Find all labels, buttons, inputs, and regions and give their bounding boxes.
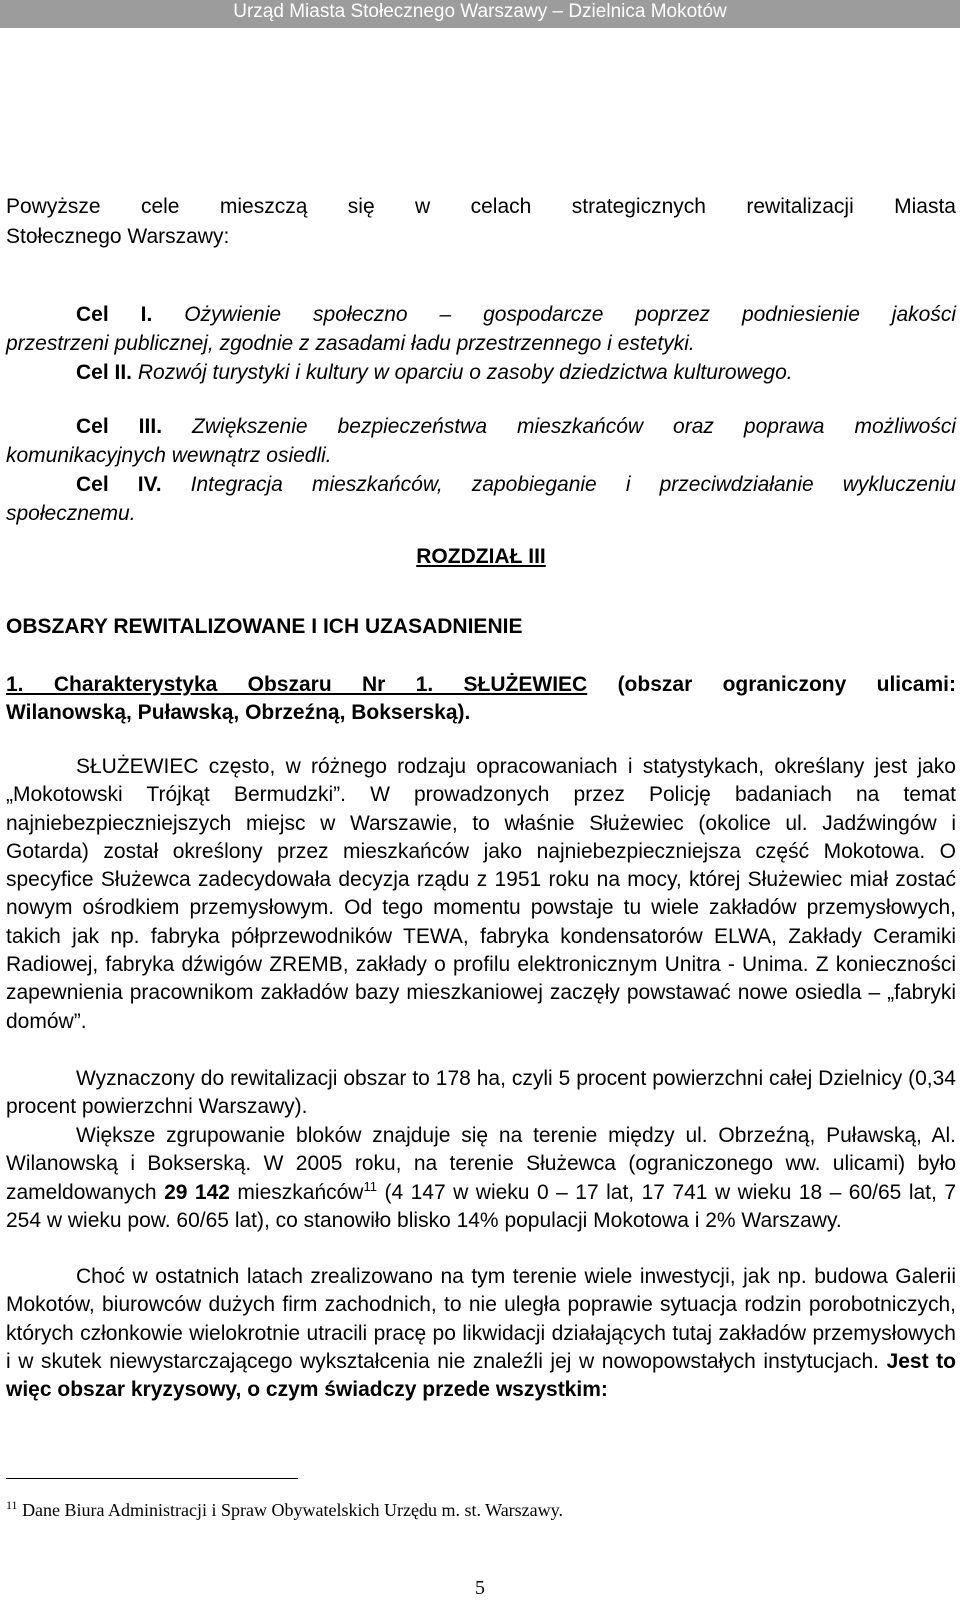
footnote-divider: [6, 1478, 298, 1479]
footnote-marker: 11: [6, 1498, 18, 1512]
goal-3-text: Zwiększenie bezpieczeństwa mieszkańców oraz poprawa możliwości: [162, 415, 956, 438]
goal-2-label: Cel II.: [76, 361, 133, 384]
section-heading-line-1: [6, 670, 956, 699]
goal-3-label: Cel III.: [76, 415, 163, 438]
goal-1-line-1: [76, 300, 956, 329]
paragraph-2: Wyznaczony do rewitalizacji obszar to 178 ha, czyli 5 procent powierzchni całej Dzielnicy (0,34 procent powierzchni Warszawy).: [6, 1067, 956, 1119]
goal-2: [76, 358, 956, 387]
header-title: Urząd Miasta Stołecznego Warszawy – Dzielnica Mokotów: [233, 1, 727, 22]
goal-4-line-1: [76, 470, 956, 499]
section-heading-underlined: 1. Charakterystyka Obszaru Nr 1. SŁUŻEWIEC: [6, 673, 588, 696]
paragraph-3: Większe zgrupowanie bloków znajduje się na terenie między ul. Obrzeźną, Puławską, Al. Wilanowską i Bokserską. W 2005 roku, na terenie Służewca (ograniczonego ww. ulicami) było zameldowanych 29 142 mieszkańców$^{11}$ (4 147 w wieku 0 – 17 lat, 17 741 w wieku 18 – 60/65 lat, 7 254 w wieku pow. 60/65 lat), co stanowiło blisko 14% populacji Mokotowa i 2% Warszawy.: [6, 1124, 956, 1232]
chapter-number: ROZDZIAŁ III: [416, 545, 546, 568]
footnote-ref: 11: [363, 1178, 377, 1194]
page-number: 5: [475, 1577, 485, 1599]
goal-4-line-2: społecznemu.: [6, 502, 136, 525]
paragraph-4: Choć w ostatnich latach zrealizowano na tym terenie wiele inwestycji, jak np. budowa Galerii Mokotów, biurowców dużych firm zachodnich, to nie uległa poprawie sytuacja rodzin porobotniczych, których członkowie wielokrotnie utracili pracę po likwidacji działających tutaj zakładów przemysłowych i w skutek niewystarczającego wykształcenia nie znaleźli jej w nowopowstałych instytucjach. Jest to więc obszar kryzysowy, o czym świadczy przede wszystkim:: [6, 1265, 956, 1402]
footnote-text: Dane Biura Administracji i Spraw Obywatelskich Urzędu m. st. Warszawy.: [17, 1500, 563, 1520]
intro-line-2: Stołecznego Warszawy:: [6, 225, 230, 248]
page-header: [0, 0, 960, 28]
section-heading-rest: (obszar ograniczony ulicami:: [587, 673, 956, 696]
goal-1-text: Ożywienie społeczno – gospodarcze poprzez podniesienie jakości: [152, 303, 956, 326]
paragraph-1: SŁUŻEWIEC często, w różnego rodzaju opracowaniach i statystykach, określany jest jako „Mokotowski Trójkąt Bermudzki”. W prowadzonych przez Policję badaniach na temat najniebezpieczniejszych miejsc w Warszawie, to właśnie Służewiec (okolice ul. Jadźwingów i Gotarda) został określony przez mieszkańców jako najniebezpieczniejsza część Mokotowa. O specyfice Służewca zadecydowała decyzja rządu z 1951 roku na mocy, której Służewiec miał zostać nowym ośrodkiem przemysłowym. Od tego momentu powstaje tu wiele zakładów przemysłowych, takich jak np. fabryka półprzewodników TEWA, fabryka kondensatorów ELWA, Zakłady Ceramiki Radiowej, fabryka dźwigów ZREMB, zakłady o profilu elektronicznym Unitra - Unima. Z konieczności zapewnienia pracownikom zakładów bazy mieszkaniowej zaczęły powstawać nowe osiedla – „fabryki domów”.: [6, 755, 956, 1033]
goal-1-label: Cel I.: [76, 303, 153, 326]
goal-3-line-2: komunikacyjnych wewnątrz osiedli.: [6, 444, 332, 467]
paragraph-4-emphasis: Jest to więc obszar kryzysowy, o czym świadczy przede wszystkim:: [6, 1349, 956, 1402]
goal-4-text: Integracja mieszkańców, zapobieganie i przeciwdziałanie wykluczeniu: [161, 473, 956, 496]
goal-3-line-1: [76, 412, 956, 441]
goal-4-label: Cel IV.: [76, 473, 162, 496]
chapter-title: OBSZARY REWITALIZOWANE I ICH UZASADNIENIE: [6, 615, 523, 638]
section-heading-line-2: Wilanowską, Puławską, Obrzeźną, Bokserską).: [6, 701, 471, 724]
intro-line-1: Powyższe cele mieszczą się w celach strategicznych rewitalizacji Miasta: [6, 195, 956, 218]
goal-1-line-2: przestrzeni publicznej, zgodnie z zasadami ładu przestrzennego i estetyki.: [6, 332, 695, 355]
resident-count: 29 142: [164, 1180, 230, 1204]
footnote: [6, 1500, 946, 1521]
goal-2-text: Rozwój turystyki i kultury w oparciu o zasoby dziedzictwa kulturowego.: [132, 361, 793, 384]
